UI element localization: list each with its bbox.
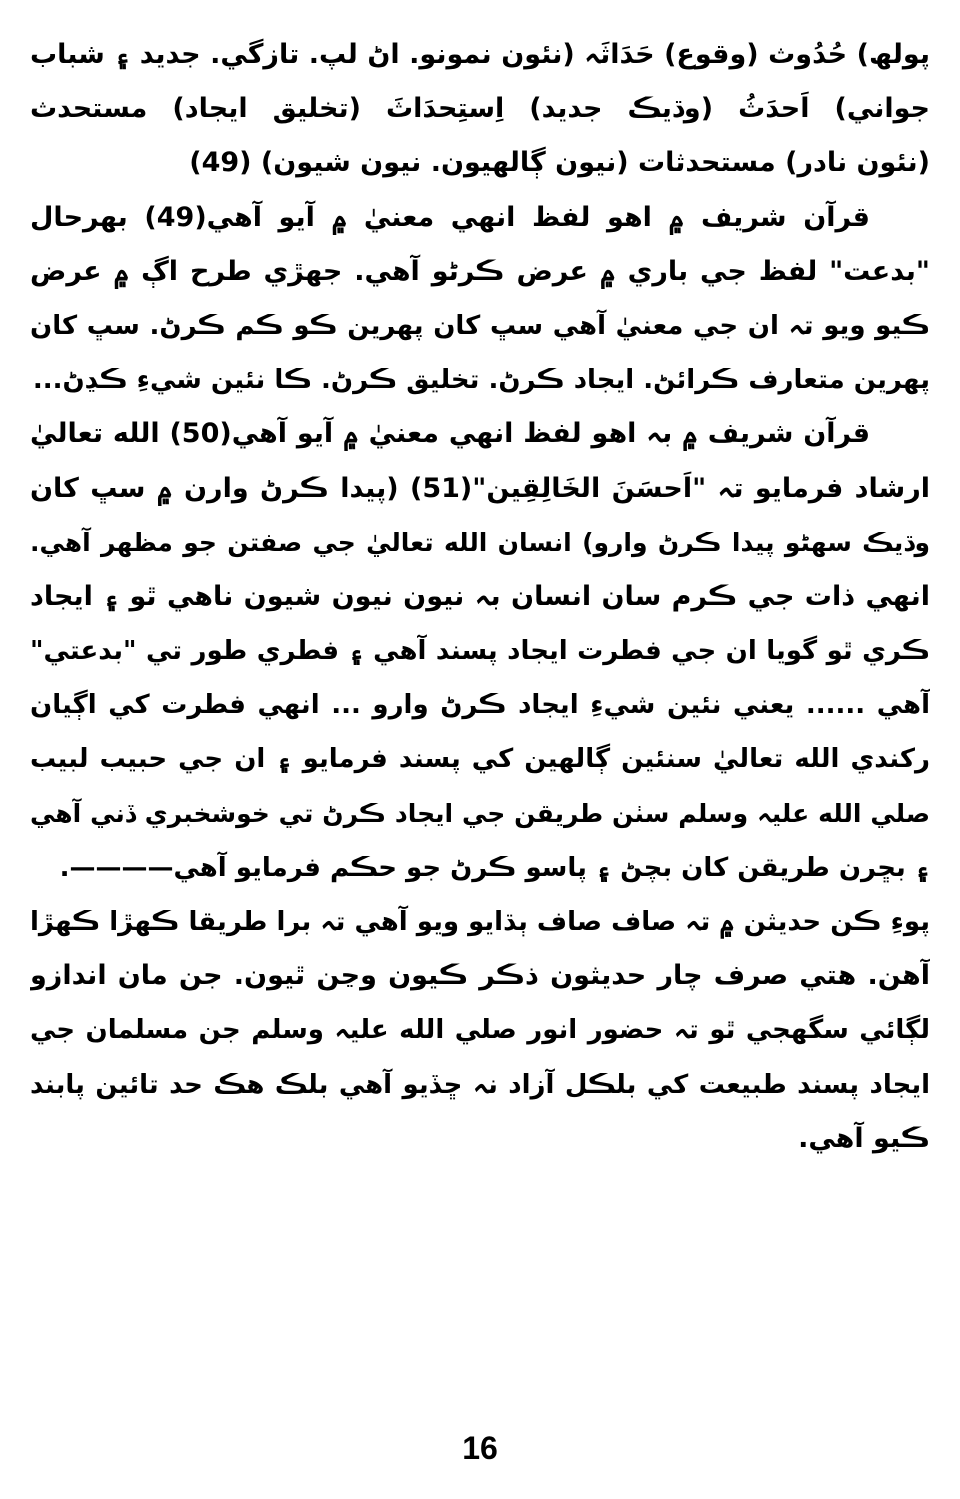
text-line-18: آھن. ھتي صرف چار حديثون ذڪر ڪيون وڃن ٿيون. جن مان اندازو	[30, 960, 930, 992]
text-line-5: "بدعت" لفظ جي باري ۾ عرض ڪرڻو آھي. جھڙي طرح اڳ ۾ عرض	[30, 255, 930, 287]
page-number: 16	[462, 1430, 498, 1466]
text-line-19: لڳائي سگھجي ٿو تہ حضور انور صلي الله عليہ وسلم جن مسلمان جي	[30, 1015, 930, 1046]
body-text	[30, 28, 930, 1166]
text-line-12: ڪري ٿو گويا ان جي فطرت ايجاد پسند آھي ۽ فطري طور تي "بدعتي"	[30, 636, 930, 667]
text-line-10: وڌيڪ سھڻو پيدا ڪرڻ وارو) انسان الله تعاليٰ جي صفتن جو مظھر آھي.	[30, 527, 930, 557]
text-line-21: ڪيو آھي.	[798, 1122, 930, 1154]
text-line-16: ۽ بڇرن طريقن کان بچڻ ۽ پاسو ڪرڻ جو حڪم فرمايو آھي————.	[59, 852, 930, 883]
text-line-20: ايجاد پسند طبيعت کي بلڪل آزاد نہ ڇڏيو آھي بلڪ ھڪ حد تائين پابند	[30, 1069, 930, 1100]
text-line-8: قرآن شريف ۾ بہ اھو لفظ انھي معنيٰ ۾ آيو آھي(50) الله تعاليٰ	[30, 418, 870, 450]
text-line-2: جواني) اَحدَثُ (وڌيڪ جديد) اِستِحدَاثَ (تخليق ايجاد) مستحدث	[30, 93, 930, 125]
text-line-11: انھي ذات جي ڪرم سان انسان بہ نيون نيون شيون ناھي ٿو ۽ ايجاد	[30, 580, 930, 612]
text-line-3: (نئون نادر) مستحدثات (نيون ڳالھيون. نيون شيون) (49)	[189, 147, 930, 179]
text-line-7: پھرين متعارف ڪرائڻ. ايجاد ڪرڻ. تخليق ڪرڻ. ڪا نئين شيءِ ڪڍڻ...	[32, 365, 930, 396]
text-line-1: پولھ) حُدُوث (وقوع) حَدَاثَہ (نئون نمونو. اڻ لپ. تازگي. جديد ۽ شباب	[30, 39, 930, 70]
text-line-17: پوءِ ڪن حديثن ۾ تہ صاف صاف ٻڌايو ويو آھي تہ برا طريقا ڪھڙا ڪھڙا	[30, 907, 930, 937]
text-line-9: ارشاد فرمايو تہ "اَحسَنَ الخَالِقِين"(51) (پيدا ڪرڻ وارن ۾ سڀ کان	[30, 472, 930, 504]
text-line-4: قرآن شريف ۾ اھو لفظ انھي معنيٰ ۾ آيو آھي(49) بھرحال	[30, 201, 870, 233]
text-line-13: آھي ...... يعني نئين شيءِ ايجاد ڪرڻ وارو ... انھي فطرت کي اڳيان	[30, 690, 930, 721]
text-line-15: صلي الله عليہ وسلم سٺن طريقن جي ايجاد ڪرڻ تي خوشخبري ڏني آھي	[30, 798, 930, 828]
text-line-14: رکندي الله تعاليٰ سنئين ڳالھين کي پسند فرمايو ۽ ان جي حبيب لبيب	[30, 744, 930, 775]
text-line-6: ڪيو ويو تہ ان جي معنيٰ آھي سڀ کان پھرين ڪو ڪم ڪرڻ. سڀ کان	[30, 310, 930, 341]
